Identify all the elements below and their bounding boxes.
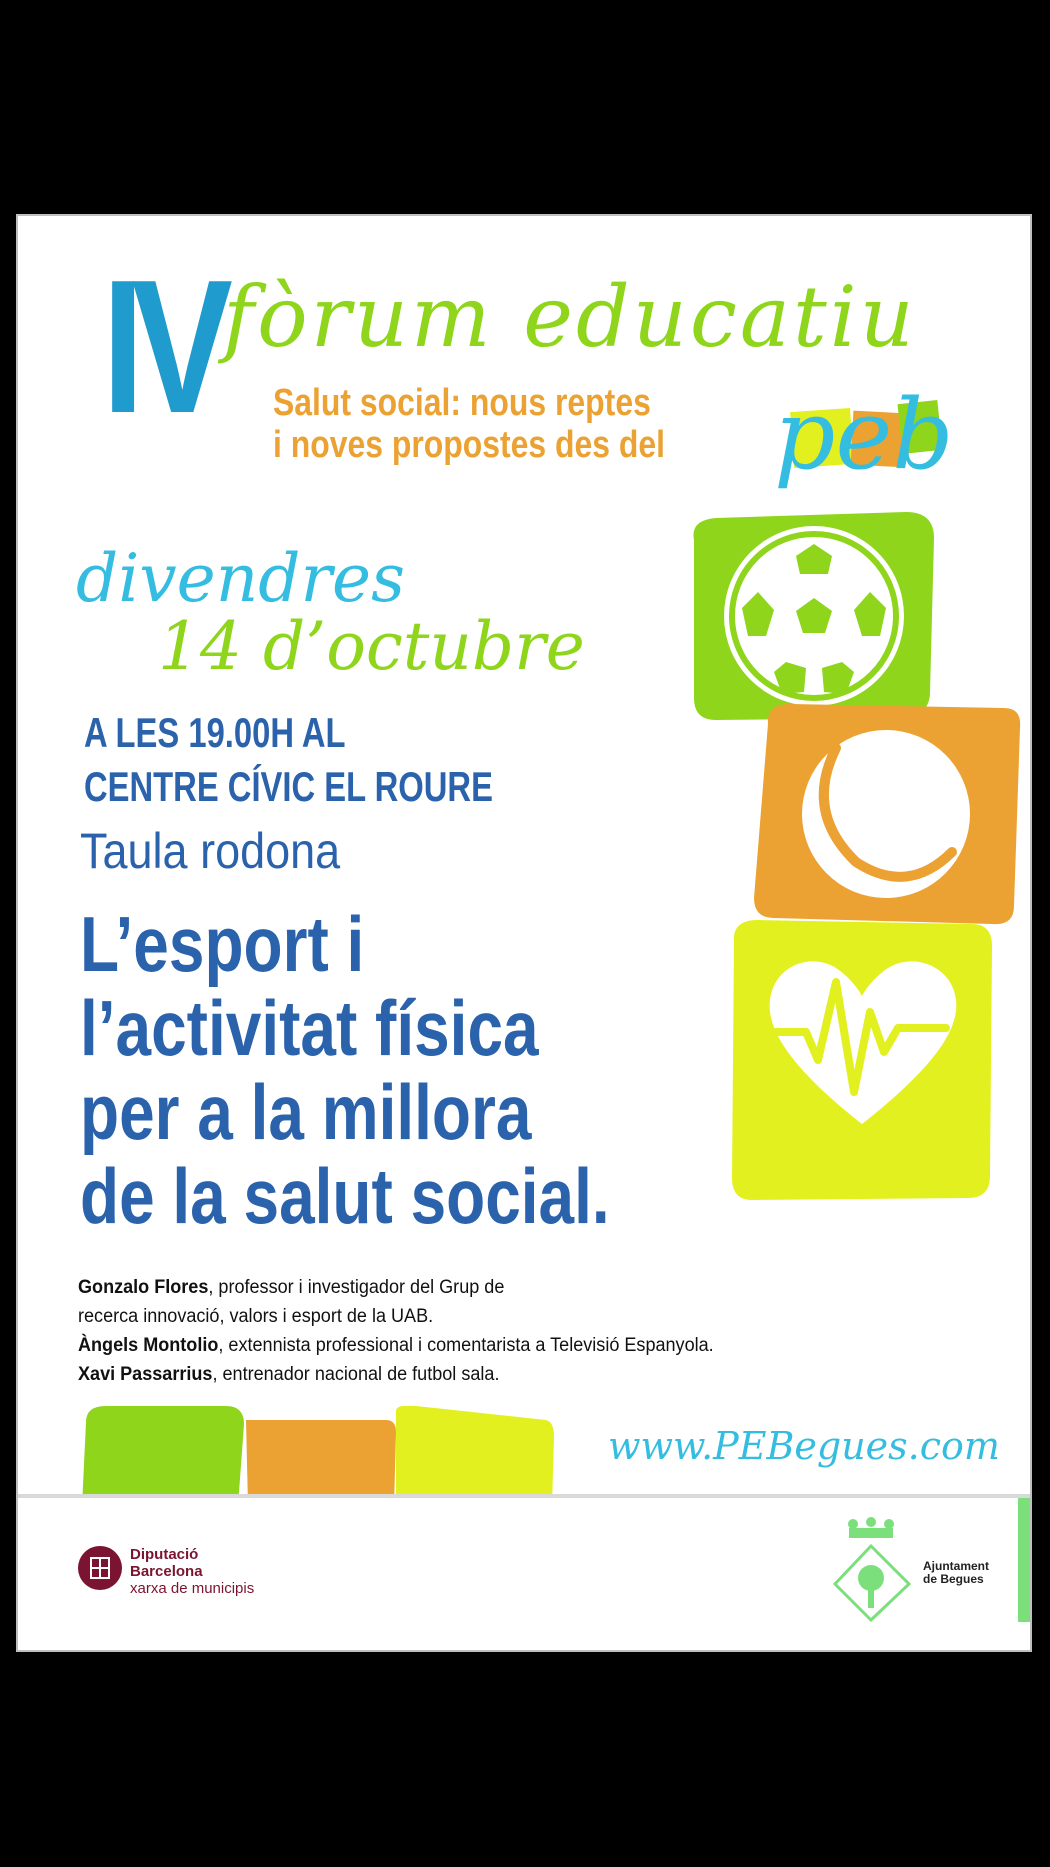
event-kind: Taula rodona: [80, 823, 341, 879]
decorative-blocks: [76, 1406, 596, 1506]
event-poster: [16, 214, 1032, 1652]
footer-accent-stripe: [1018, 1498, 1030, 1622]
headline-line-4: de la salut social.: [80, 1152, 610, 1240]
speaker-1-extra: recerca innovació, valors i esport de la UAB.: [78, 1306, 434, 1327]
subtitle-line-1: Salut social: nous reptes: [273, 382, 651, 424]
diputacio-name: Diputació Barcelona xarxa de municipis: [130, 1546, 255, 1597]
subtitle-line-2: i noves propostes des del: [273, 424, 666, 466]
sport-icons: [686, 512, 1026, 1202]
peb-logo: [740, 372, 990, 522]
diputacio-logo: [78, 1546, 122, 1590]
event-date: 14 d’octubre: [158, 608, 585, 685]
event-day: divendres: [76, 540, 405, 617]
roman-numeral: IV: [102, 241, 221, 453]
tennis-ball-icon: [754, 704, 1020, 924]
speaker-1: Gonzalo Flores, professor i investigador del Grup de: [78, 1277, 505, 1298]
peb-logo-text: peb: [774, 379, 954, 491]
footer: [18, 1494, 1030, 1652]
speaker-3: Xavi Passarrius, entrenador nacional de futbol sala.: [78, 1364, 500, 1385]
ajuntament-name: Ajuntament de Begues: [923, 1559, 989, 1586]
event-time: A LES 19.00H AL: [84, 709, 346, 756]
headline-line-1: L’esport i: [80, 900, 365, 988]
event-location: CENTRE CÍVIC EL ROURE: [84, 763, 493, 810]
heartbeat-icon: [732, 920, 992, 1200]
event-time-location: [84, 706, 493, 814]
speaker-2: Àngels Montolio, extennista professional i comentarista a Televisió Espanyola.: [78, 1335, 714, 1356]
headline-line-3: per a la millora: [80, 1068, 532, 1156]
speakers-list: [78, 1273, 714, 1389]
subtitle: [273, 382, 665, 466]
event-title: fòrum educatiu: [223, 268, 917, 366]
football-icon: [693, 512, 934, 720]
headline-line-2: l’activitat física: [80, 984, 539, 1072]
headline: [80, 902, 610, 1238]
website-link[interactable]: www.PEBegues.com: [608, 1424, 1000, 1468]
begues-coat-of-arms: [833, 1512, 913, 1622]
